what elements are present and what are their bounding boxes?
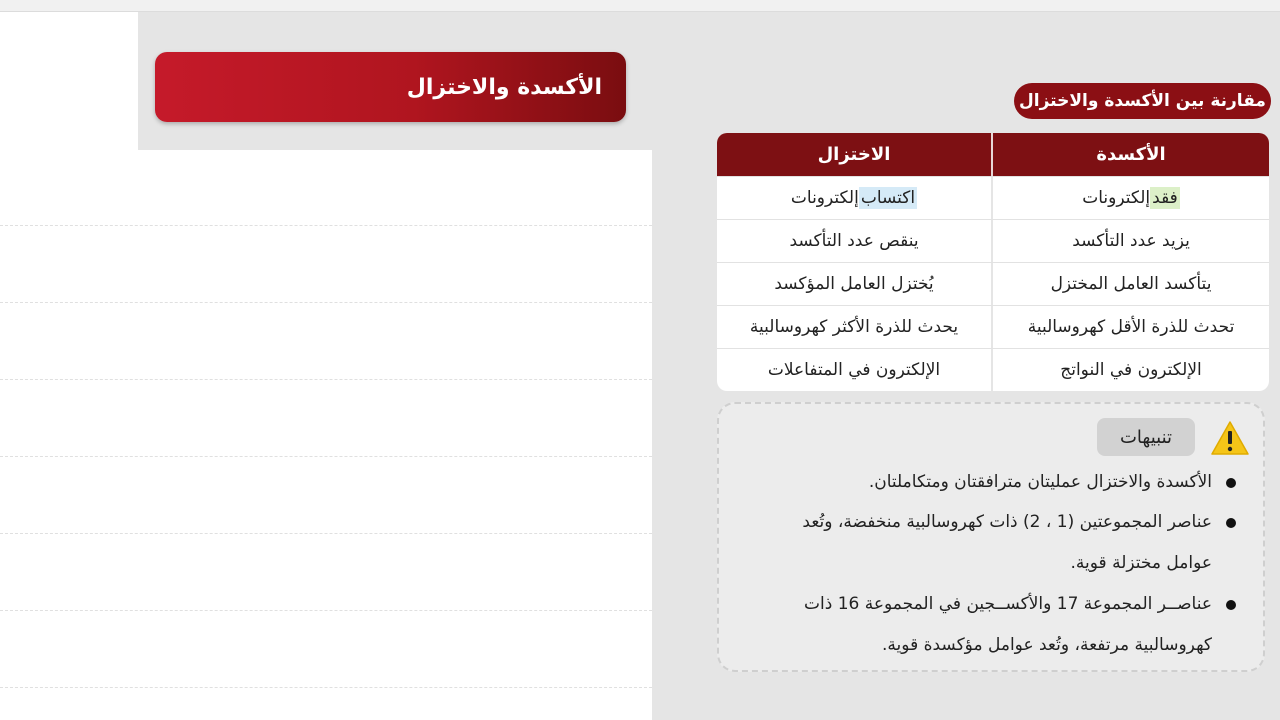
- warning-triangle-icon: [1210, 420, 1250, 456]
- note-line: عناصــر المجموعة 17 والأكســجين في المجموعة 16 ذات: [804, 594, 1212, 614]
- ruled-line: [0, 610, 652, 611]
- notes-label: تنبيهات: [1097, 418, 1195, 456]
- bullet: [1226, 478, 1236, 488]
- note-line: عناصر المجموعتين (1 ، 2) ذات كهروسالبية منخفضة، وتُعد: [802, 512, 1212, 532]
- cell-text: إلكترونات: [1082, 188, 1151, 208]
- note-line: كهروسالبية مرتفعة، وتُعد عوامل مؤكسدة قوية.: [882, 635, 1212, 655]
- ruled-line: [0, 379, 652, 380]
- table-row: [717, 219, 1269, 262]
- reduction-cell: يُختزل العامل المؤكسد: [717, 263, 993, 305]
- top-bar: [0, 0, 1280, 12]
- table-row: [717, 305, 1269, 348]
- highlighted-word: فقد: [1152, 188, 1178, 208]
- ruled-line: [0, 533, 652, 534]
- oxidation-cell: [993, 177, 1269, 219]
- table-header-row: [717, 133, 1269, 176]
- bullet: [1226, 518, 1236, 528]
- reduction-cell: يحدث للذرة الأكثر كهروسالبية: [717, 306, 993, 348]
- reduction-cell: [717, 177, 993, 219]
- ruled-line: [0, 225, 652, 226]
- reduction-cell: الإلكترون في المتفاعلات: [717, 349, 993, 391]
- note-line: عوامل مختزلة قوية.: [1070, 553, 1212, 573]
- reduction-cell: ينقص عدد التأكسد: [717, 220, 993, 262]
- cell-text: إلكترونات: [790, 188, 859, 208]
- note-line: الأكسدة والاختزال عمليتان مترافقتان ومتكاملتان.: [868, 472, 1212, 492]
- comparison-heading: مقارنة بين الأكسدة والاختزال: [1014, 83, 1271, 119]
- bullet: [1226, 600, 1236, 610]
- oxidation-cell: الإلكترون في النواتج: [1060, 360, 1202, 380]
- notes-writing-area: [0, 150, 652, 720]
- oxidation-cell: يتأكسد العامل المختزل: [1050, 274, 1212, 294]
- oxidation-cell: تحدث للذرة الأقل كهروسالبية: [1027, 317, 1235, 337]
- lesson-title-banner: [155, 52, 626, 122]
- comparison-table: [717, 133, 1269, 391]
- lesson-title: الأكسدة والاختزال: [406, 74, 602, 100]
- table-row: [717, 262, 1269, 305]
- ruled-line: [0, 687, 652, 688]
- table-row: [717, 176, 1269, 219]
- ruled-line: [0, 302, 652, 303]
- oxidation-cell: يزيد عدد التأكسد: [1072, 231, 1190, 251]
- ruled-line: [0, 456, 652, 457]
- header-reduction: الاختزال: [717, 133, 993, 176]
- highlighted-word: اكتساب: [860, 188, 916, 208]
- header-oxidation: الأكسدة: [1096, 144, 1166, 165]
- table-row: [717, 348, 1269, 391]
